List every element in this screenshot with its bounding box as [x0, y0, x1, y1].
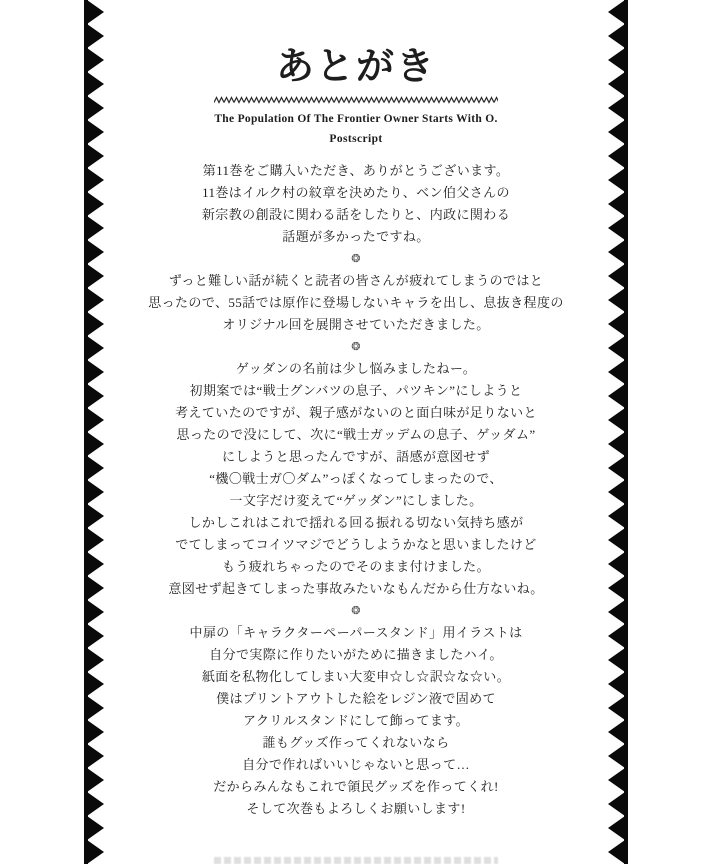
text-line: 誰もグッズ作ってくれないなら: [262, 734, 450, 750]
left-zigzag-border: [84, 0, 106, 864]
afterword-body: [104, 160, 608, 820]
text-line: しかしこれはこれで揺れる回る振れる切ない気持ち感が: [188, 514, 524, 530]
text-line: 僕はプリントアウトした絵をレジン液で固めて: [216, 690, 496, 706]
subtitle-english: The Population Of The Frontier Owner Starts With O.: [214, 112, 498, 125]
text-line: ずっと難しい話が続くと読者の皆さんが疲れてしまうのではと: [168, 272, 544, 288]
page-title: あとがき: [275, 46, 436, 88]
text-line: 一文字だけ変えて“ゲッダン”にしました。: [229, 492, 483, 508]
text-line: 紙面を私物化してしまい大変申☆し☆訳☆な☆い。: [201, 668, 511, 684]
section-divider-icon: ❂: [351, 340, 361, 353]
text-line: 新宗教の創設に関わる話をしたりと、内政に関わる: [201, 206, 511, 222]
zigzag-divider: [214, 95, 498, 105]
section-divider-icon: ❂: [351, 252, 361, 265]
text-line: 初期案では“戦士グンバツの息子、パツキン”にしようと: [189, 382, 523, 398]
text-line: ゲッダンの名前は少し悩みましたねー。: [235, 360, 477, 376]
text-line: 自分で実際に作りたいがために描きましたハイ。: [209, 646, 503, 662]
content-area: [104, 0, 608, 820]
text-line: “機〇戦士ガ〇ダム”っぽくなってしまったので、: [209, 470, 503, 486]
text-line: 思ったので、55話では原作に登場しないキャラを出し、息抜き程度の: [148, 294, 564, 310]
right-zigzag-border: [606, 0, 628, 864]
text-line: オリジナル回を展開させていただきました。: [222, 316, 490, 332]
text-line: 自分で作ればいいじゃないと思って…: [242, 756, 470, 772]
text-line: 中扉の「キャラクターペーパースタンド」用イラストは: [189, 624, 523, 640]
cropped-bottom-text: [214, 857, 498, 864]
text-line: でてしまってコイツマジでどうしようかなと思いましたけど: [175, 536, 537, 552]
text-line: 意図せず起きてしまった事故みたいなもんだから仕方ないね。: [168, 580, 544, 596]
text-line: 話題が多かったですね。: [282, 228, 430, 244]
text-line: だからみんなもこれで領民グッズを作ってくれ!: [213, 778, 499, 794]
text-line: そして次巻もよろしくお願いします!: [246, 800, 466, 816]
text-line: アクリルスタンドにして飾ってます。: [243, 712, 469, 728]
text-line: にしようと思ったんですが、語感が意図せず: [221, 448, 490, 464]
text-line: もう疲れちゃったのでそのまま付けました。: [221, 558, 490, 574]
subtitle-postscript: Postscript: [329, 132, 383, 145]
text-line: 考えていたのですが、親子感がないのと面白味が足りないと: [175, 404, 537, 420]
text-line: 思ったので没にして、次に“戦士ガッデムの息子、ゲッダム”: [176, 426, 536, 442]
text-line: 第11巻をご購入いただき、ありがとうございます。: [202, 162, 510, 178]
section-divider-icon: ❂: [351, 604, 361, 617]
text-line: 11巻はイルク村の紋章を決めたり、ベン伯父さんの: [202, 184, 510, 200]
